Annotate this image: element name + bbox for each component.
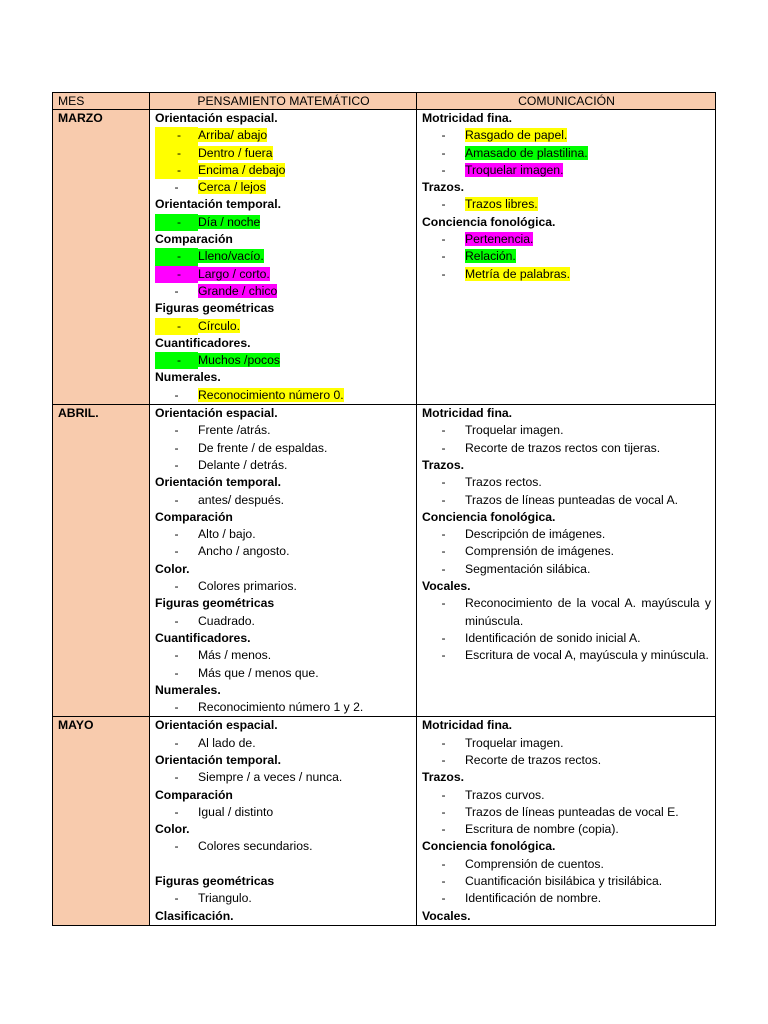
month-cell: ABRIL.: [53, 405, 150, 717]
section-heading: Orientación temporal.: [155, 197, 281, 212]
list-item: [155, 440, 412, 457]
list-item: [422, 162, 711, 179]
bullet-dash: -: [441, 128, 446, 143]
bullet-dash: -: [174, 457, 179, 472]
list-item: [422, 804, 711, 821]
bullet-dash: -: [174, 492, 179, 507]
bullet-dash: -: [441, 492, 446, 507]
list-item: [422, 248, 711, 265]
item-text: Troquelar imagen.: [465, 735, 564, 750]
section-heading: Trazos.: [422, 457, 464, 472]
list-item: [155, 266, 412, 283]
bullet-dash: -: [174, 527, 179, 542]
item-text: Troquelar imagen.: [465, 162, 564, 177]
list-item: [422, 492, 711, 509]
list-item: [422, 561, 711, 578]
list-item: [155, 804, 412, 821]
bullet-dash: -: [441, 648, 446, 663]
section-heading: Orientación espacial.: [155, 111, 278, 125]
item-text: Ancho / angosto.: [198, 544, 290, 559]
item-text: Identificación de sonido inicial A.: [465, 630, 641, 645]
list-item: [155, 318, 412, 335]
section-heading: Comparación: [155, 509, 233, 524]
item-text: Más / menos.: [198, 648, 272, 663]
pensamiento-cell: [150, 405, 417, 717]
bullet-dash: -: [441, 475, 446, 490]
bullet-dash: -: [441, 596, 446, 611]
item-text: Día / noche: [198, 214, 261, 229]
list-item: [422, 735, 711, 752]
item-text: Trazos rectos.: [465, 475, 542, 490]
bullet-dash: -: [155, 145, 198, 162]
item-text: Rasgado de papel.: [465, 128, 568, 143]
comunicacion-cell: [417, 110, 716, 405]
item-text: Encima / debajo: [198, 162, 286, 177]
bullet-dash: -: [174, 648, 179, 663]
item-text: Reconocimiento de la vocal A. mayúscula y minúscula.: [465, 596, 711, 628]
section-heading: Orientación espacial.: [155, 406, 278, 421]
item-text: Trazos de líneas punteadas de vocal E.: [465, 804, 679, 819]
bullet-dash: -: [174, 735, 179, 750]
bullet-dash: -: [441, 527, 446, 542]
bullet-dash: -: [174, 700, 179, 715]
pensamiento-cell: [150, 110, 417, 405]
bullet-dash: -: [441, 804, 446, 819]
list-item: [422, 595, 711, 630]
section-heading: Orientación temporal.: [155, 475, 281, 490]
list-item: [155, 543, 412, 560]
item-text: Amasado de plastilina.: [465, 145, 588, 160]
item-text: Reconocimiento número 0.: [198, 387, 344, 402]
list-item: [422, 145, 711, 162]
header-row: [53, 93, 716, 110]
list-item: [155, 352, 412, 369]
list-item: [155, 422, 412, 439]
bullet-dash: -: [155, 248, 198, 265]
list-item: [422, 474, 711, 491]
pensamiento-cell: [150, 717, 417, 926]
bullet-dash: -: [155, 162, 198, 179]
header-pensamiento: PENSAMIENTO MATEMÁTICO: [150, 93, 417, 110]
bullet-dash: -: [155, 352, 198, 369]
section-heading: Vocales.: [422, 579, 471, 594]
bullet-dash: -: [155, 214, 198, 231]
list-item: [422, 630, 711, 647]
bullet-dash: -: [174, 544, 179, 559]
bullet-dash: -: [155, 266, 198, 283]
item-text: Muchos /pocos: [198, 353, 280, 368]
list-item: [422, 196, 711, 213]
bullet-dash: -: [174, 423, 179, 438]
item-text: Recorte de trazos rectos.: [465, 752, 602, 767]
bullet-dash: -: [441, 735, 446, 750]
header-mes: MES: [53, 93, 150, 110]
section-heading: Cuantificadores.: [155, 630, 251, 645]
list-item: [422, 821, 711, 838]
list-item: [155, 578, 412, 595]
section-heading: Figuras geométricas: [155, 596, 275, 611]
list-item: [155, 387, 412, 404]
item-text: Trazos curvos.: [465, 787, 545, 802]
item-text: Cuadrado.: [198, 613, 255, 628]
bullet-dash: -: [174, 387, 179, 402]
bullet-dash: -: [174, 283, 179, 298]
item-text: Recorte de trazos rectos con tijeras.: [465, 440, 661, 455]
item-text: Escritura de vocal A, mayúscula y minúscula.: [465, 648, 709, 663]
item-text: Reconocimiento número 1 y 2.: [198, 700, 364, 715]
section-heading: Trazos.: [422, 770, 464, 785]
list-item: [422, 266, 711, 283]
bullet-dash: -: [174, 839, 179, 854]
month-cell: MARZO: [53, 110, 150, 405]
section-heading: Trazos.: [422, 180, 464, 195]
item-text: Arriba/ abajo: [198, 128, 268, 143]
comunicacion-cell: [417, 405, 716, 717]
bullet-dash: -: [174, 180, 179, 195]
section-heading: Color.: [155, 561, 190, 576]
item-text: Cerca / lejos: [198, 180, 266, 195]
item-text: Colores secundarios.: [198, 839, 313, 854]
section-heading: Figuras geométricas: [155, 301, 275, 316]
table-row: [53, 405, 716, 717]
bullet-dash: -: [441, 630, 446, 645]
list-item: [422, 752, 711, 769]
item-text: Descripción de imágenes.: [465, 527, 606, 542]
section-heading: Figuras geométricas: [155, 874, 275, 889]
bullet-dash: -: [441, 874, 446, 889]
list-item: [155, 769, 412, 786]
list-item: [155, 179, 412, 196]
bullet-dash: -: [441, 856, 446, 871]
comunicacion-cell: [417, 717, 716, 926]
item-text: Al lado de.: [198, 735, 256, 750]
item-text: Metría de palabras.: [465, 266, 571, 281]
item-text: Delante / detrás.: [198, 457, 288, 472]
bullet-dash: -: [441, 440, 446, 455]
bullet-dash: -: [441, 752, 446, 767]
list-item: [422, 787, 711, 804]
section-heading: Motricidad fina.: [422, 406, 513, 421]
list-item: [155, 248, 412, 265]
list-item: [155, 735, 412, 752]
item-text: Grande / chico: [198, 283, 278, 298]
list-item: [155, 162, 412, 179]
section-heading: Numerales.: [155, 682, 221, 697]
list-item: [422, 543, 711, 560]
bullet-dash: -: [174, 770, 179, 785]
table-body: [53, 110, 716, 926]
list-item: [155, 457, 412, 474]
list-item: [155, 127, 412, 144]
bullet-dash: -: [441, 232, 446, 247]
bullet-dash: -: [441, 197, 446, 212]
item-text: Siempre / a veces / nunca.: [198, 770, 343, 785]
bullet-dash: -: [441, 249, 446, 264]
bullet-dash: -: [441, 266, 446, 281]
list-item: [422, 440, 711, 457]
item-text: Círculo.: [198, 318, 240, 333]
item-text: Escritura de nombre (copia).: [465, 822, 619, 837]
bullet-dash: -: [441, 145, 446, 160]
list-item: [422, 422, 711, 439]
bullet-dash: -: [441, 787, 446, 802]
item-text: Alto / bajo.: [198, 527, 256, 542]
list-item: [155, 647, 412, 664]
item-text: Más que / menos que.: [198, 665, 319, 680]
item-text: Trazos de líneas punteadas de vocal A.: [465, 492, 678, 507]
bullet-dash: -: [441, 423, 446, 438]
spacer: [155, 856, 412, 873]
item-text: Triangulo.: [198, 891, 252, 906]
bullet-dash: -: [155, 318, 198, 335]
item-text: Igual / distinto: [198, 804, 274, 819]
item-text: Identificación de nombre.: [465, 891, 602, 906]
bullet-dash: -: [174, 579, 179, 594]
table-row: [53, 110, 716, 405]
list-item: [155, 699, 412, 716]
item-text: Largo / corto.: [198, 266, 270, 281]
item-text: Dentro / fuera: [198, 145, 273, 160]
section-heading: Cuantificadores.: [155, 335, 251, 350]
bullet-dash: -: [174, 665, 179, 680]
section-heading: Conciencia fonológica.: [422, 214, 556, 229]
bullet-dash: -: [441, 162, 446, 177]
planning-table: [52, 92, 716, 926]
list-item: [155, 613, 412, 630]
section-heading: Conciencia fonológica.: [422, 839, 556, 854]
bullet-dash: -: [174, 891, 179, 906]
section-heading: Comparación: [155, 787, 233, 802]
table-row: [53, 717, 716, 926]
section-heading: Conciencia fonológica.: [422, 509, 556, 524]
section-heading: Vocales.: [422, 908, 471, 923]
list-item: [422, 231, 711, 248]
list-item: [422, 856, 711, 873]
item-text: Frente /atrás.: [198, 423, 271, 438]
list-item: [155, 526, 412, 543]
item-text: De frente / de espaldas.: [198, 440, 328, 455]
item-text: Troquelar imagen.: [465, 423, 564, 438]
section-heading: Numerales.: [155, 370, 221, 385]
bullet-dash: -: [441, 891, 446, 906]
month-cell: MAYO: [53, 717, 150, 926]
list-item: [155, 890, 412, 907]
section-heading: Color.: [155, 822, 190, 837]
list-item: [155, 283, 412, 300]
list-item: [155, 492, 412, 509]
item-text: Cuantificación bisilábica y trisilábica.: [465, 874, 663, 889]
item-text: Segmentación silábica.: [465, 561, 591, 576]
list-item: [422, 890, 711, 907]
item-text: Comprensión de cuentos.: [465, 856, 604, 871]
list-item: [422, 647, 711, 664]
list-item: [155, 665, 412, 682]
section-heading: Clasificación.: [155, 908, 234, 923]
list-item: [422, 873, 711, 890]
bullet-dash: -: [155, 127, 198, 144]
list-item: [422, 526, 711, 543]
section-heading: Orientación espacial.: [155, 718, 278, 733]
item-text: Relación.: [465, 249, 516, 264]
item-text: Colores primarios.: [198, 579, 297, 594]
item-text: Comprensión de imágenes.: [465, 544, 615, 559]
bullet-dash: -: [441, 544, 446, 559]
list-item: [422, 127, 711, 144]
bullet-dash: -: [441, 561, 446, 576]
bullet-dash: -: [174, 613, 179, 628]
bullet-dash: -: [174, 440, 179, 455]
section-heading: Motricidad fina.: [422, 111, 513, 125]
list-item: [155, 838, 412, 855]
section-heading: Motricidad fina.: [422, 718, 513, 733]
list-item: [155, 214, 412, 231]
item-text: Trazos libres.: [465, 197, 538, 212]
bullet-dash: -: [174, 804, 179, 819]
list-item: [155, 145, 412, 162]
header-comunicacion: COMUNICACIÓN: [417, 93, 716, 110]
item-text: Lleno/vacío.: [198, 249, 264, 264]
item-text: antes/ después.: [198, 492, 285, 507]
bullet-dash: -: [441, 822, 446, 837]
item-text: Pertenencia.: [465, 232, 534, 247]
section-heading: Comparación: [155, 232, 233, 247]
section-heading: Orientación temporal.: [155, 752, 281, 767]
